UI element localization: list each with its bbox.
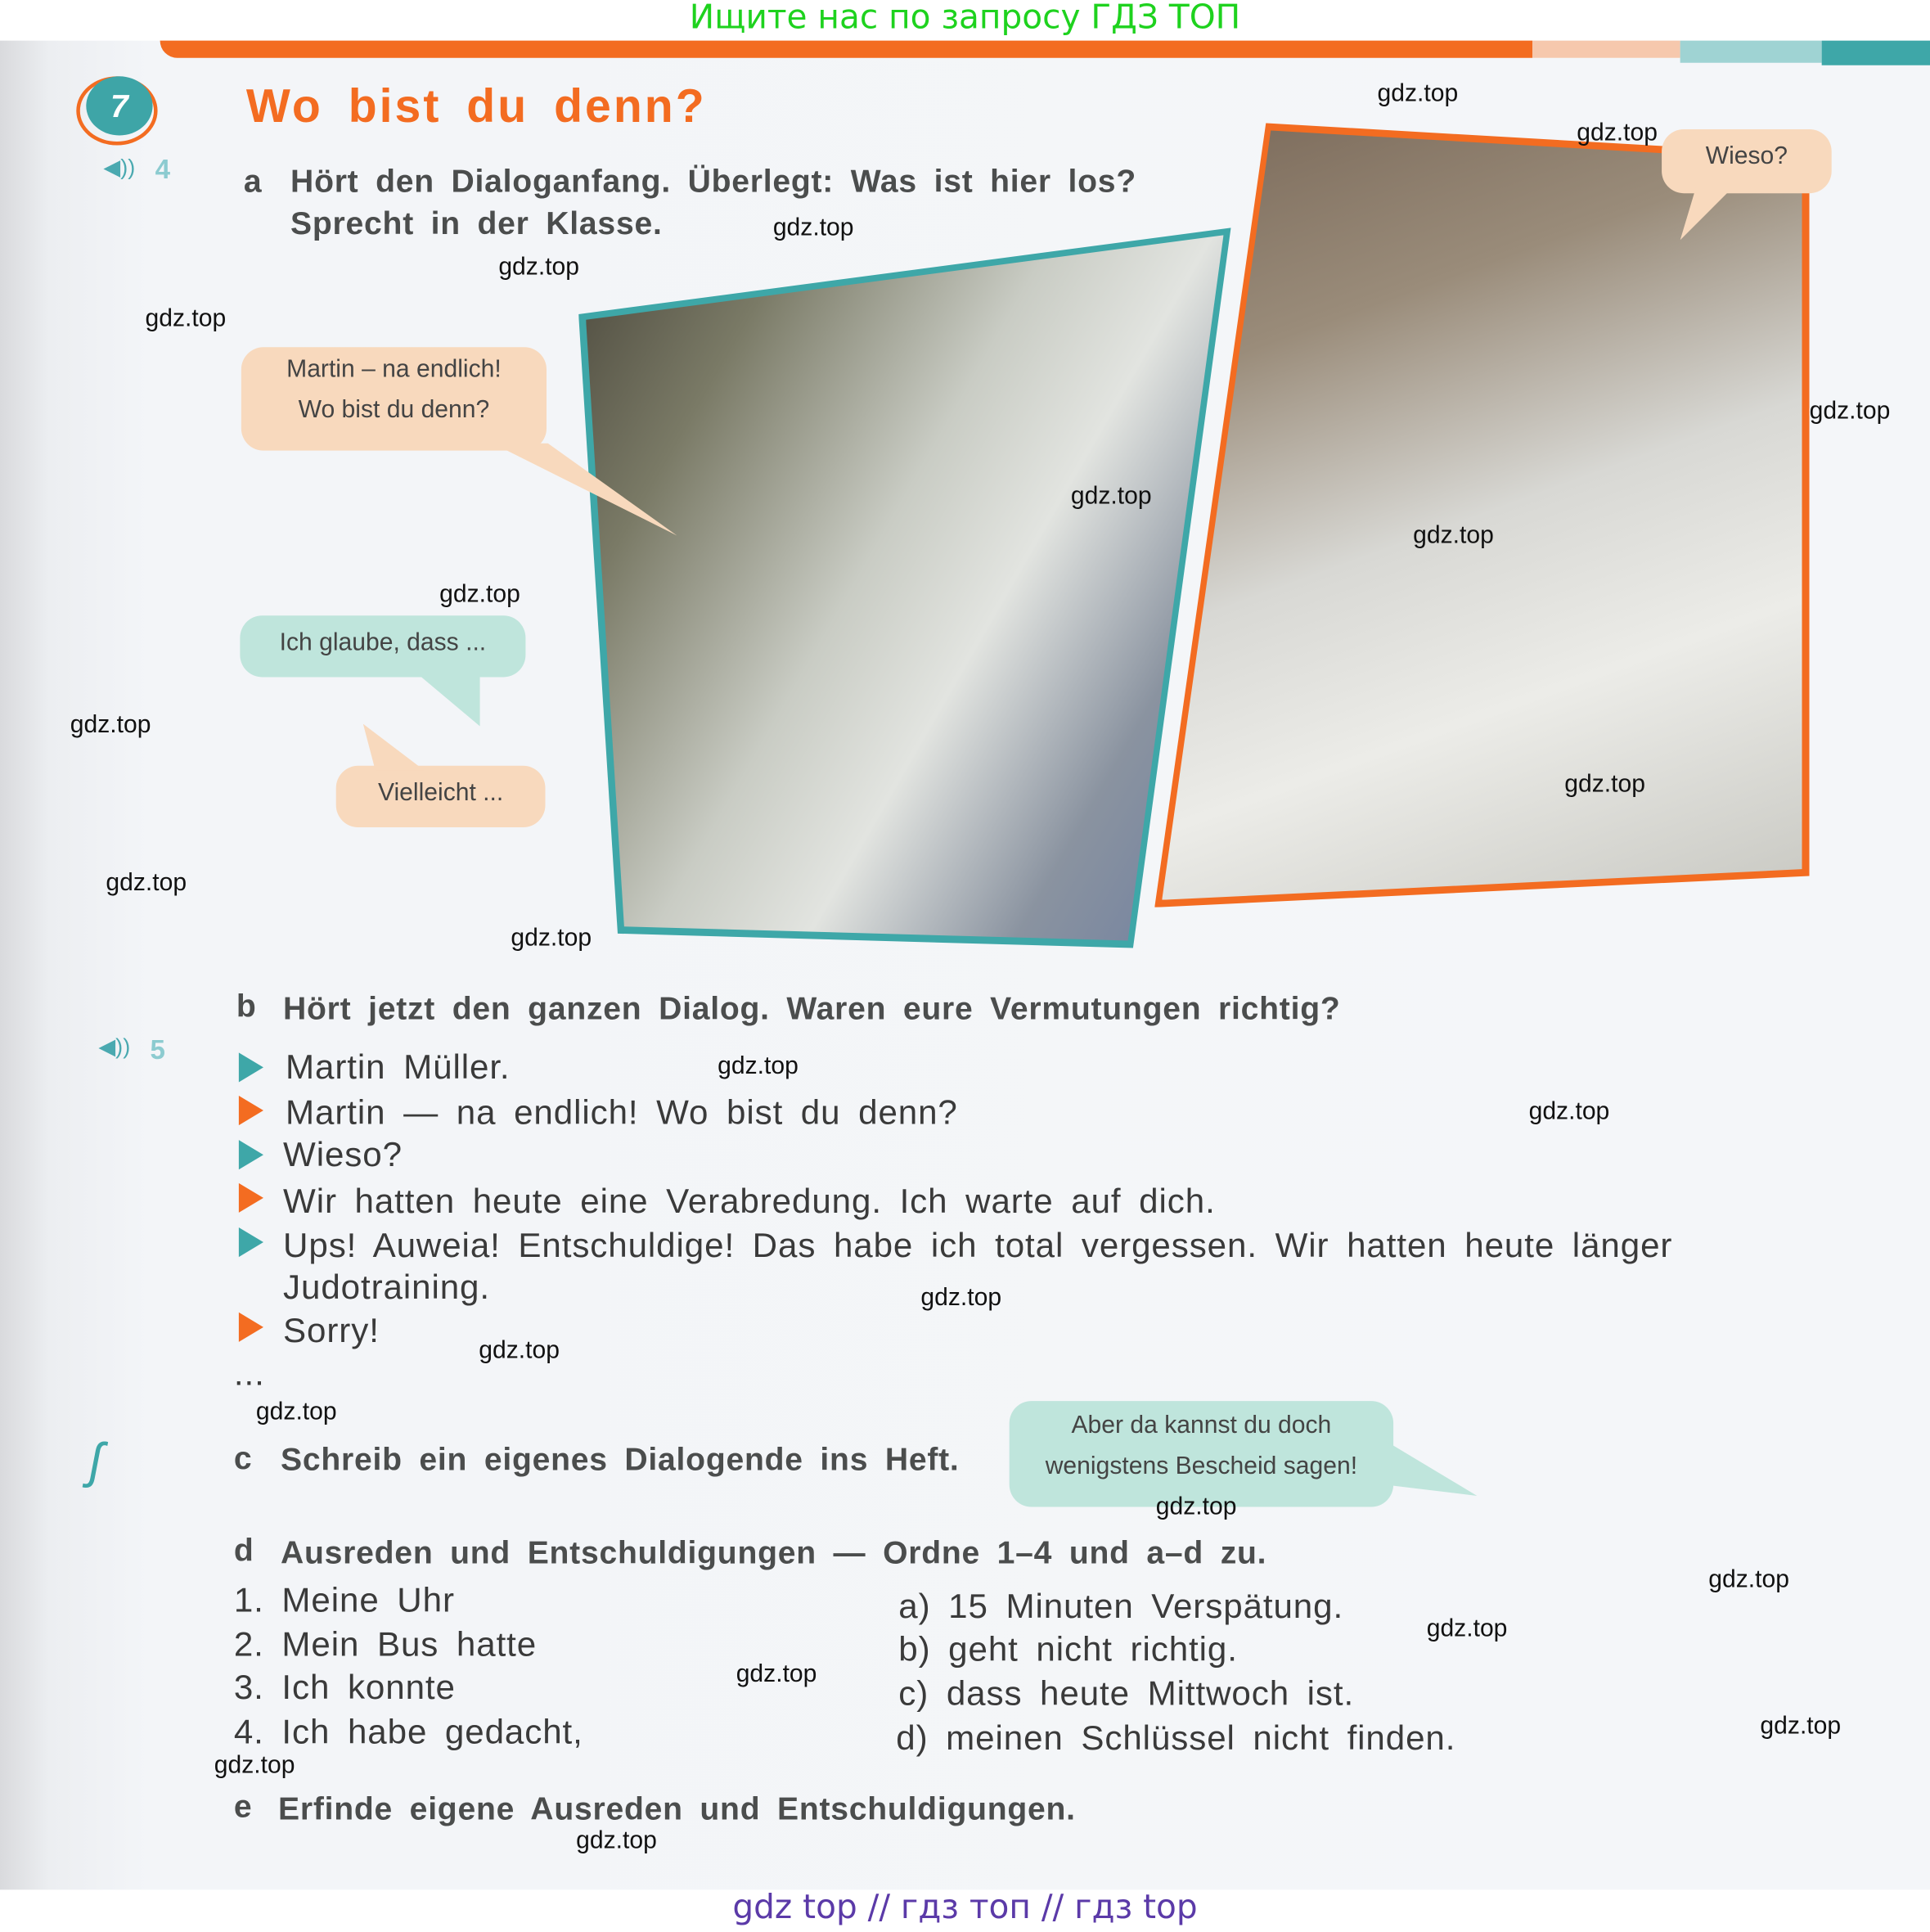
watermark: gdz.top [736,1660,817,1688]
watermark: gdz.top [511,924,592,952]
match-right-item: c) dass heute Mittwoch ist. [898,1674,1355,1713]
speaker-marker-orange [239,1313,263,1342]
audio-icon[interactable]: ◀)) [98,1034,131,1059]
speech-bubble-boy: Wieso? [1662,129,1832,193]
section-c-letter: c [233,1439,253,1476]
dialog-ellipsis: ... [233,1353,265,1393]
lesson-number: 7 [86,76,152,135]
dialog-line: Judotraining. [283,1268,491,1307]
watermark: gdz.top [1760,1712,1842,1740]
match-right-item: b) geht nicht richtig. [898,1629,1238,1669]
section-d-letter: d [233,1531,254,1569]
watermark: gdz.top [498,253,580,281]
watermark: gdz.top [1377,79,1459,107]
section-d-instruction: Ausreden und Entschuldigungen — Ordne 1–4 und a–d zu. [281,1533,1267,1571]
photo-girl-on-phone [586,235,1223,940]
audio-icon[interactable]: ◀)) [103,155,136,180]
lesson-title: Wo bist du denn? [245,81,707,133]
section-c-instruction: Schreib ein eigenes Dialogende ins Heft. [281,1440,960,1478]
speech-bubble-guess: Ich glaube, dass ... [240,615,525,677]
watermark: gdz.top [1809,397,1891,426]
photo-boy-on-phone [1162,130,1802,899]
watermark: gdz.top [439,581,520,609]
watermark: gdz.top [772,214,854,241]
speaker-marker-teal [239,1052,263,1082]
dialog-line: Wir hatten heute eine Verabredung. Ich warte auf dich. [283,1182,1216,1220]
watermark: gdz.top [1577,119,1658,147]
top-banner: Ищите нас по запросу ГДЗ ТОП [0,0,1930,41]
section-a-letter: a [243,162,263,200]
watermark: gdz.top [255,1398,337,1426]
speech-bubble-excuse [1010,1401,1393,1506]
header-bar-teal [1822,41,1930,65]
section-a-line2: Sprecht in der Klasse. [290,204,663,241]
watermark: gdz.top [145,305,227,333]
audio-track-number: 4 [155,154,170,185]
speech-bubble-maybe: Vielleicht ... [336,766,546,827]
watermark: gdz.top [576,1826,657,1854]
dialog-line: Martin Müller. [286,1047,511,1086]
speaker-marker-teal [239,1227,263,1257]
match-left-item: 4. Ich habe gedacht, [233,1712,583,1751]
section-e-instruction: Erfinde eigene Ausreden und Entschuldigungen. [278,1790,1076,1827]
header-bar-peach [1532,41,1680,58]
bottom-banner: gdz top // гдз топ // гдз top [0,1889,1930,1931]
watermark: gdz.top [106,869,187,897]
dialog-line: Wieso? [283,1135,403,1173]
watermark: gdz.top [1426,1615,1508,1643]
watermark: gdz.top [1564,770,1645,798]
watermark: gdz.top [214,1751,295,1780]
pen-write-icon: ʃ [88,1434,103,1488]
match-left-item: 2. Mein Bus hatte [233,1624,538,1664]
match-left-item: 3. Ich konnte [233,1668,456,1707]
match-right-item: a) 15 Minuten Verspätung. [898,1587,1344,1625]
header-bar-light-teal [1680,41,1822,63]
watermark: gdz.top [1413,521,1494,550]
header-bar-orange [160,41,1533,58]
watermark: gdz.top [1155,1493,1237,1521]
dialog-line: Martin — na endlich! Wo bist du denn? [286,1092,958,1132]
dialog-line: Sorry! [283,1311,380,1349]
watermark: gdz.top [1070,482,1152,510]
watermark: gdz.top [718,1052,799,1080]
audio-track-number: 5 [150,1034,165,1065]
speech-bubble-girl [241,347,547,450]
bubble-girl-line1: Martin – na endlich! [286,355,502,383]
section-a-line1: Hört den Dialoganfang. Überlegt: Was ist hier los? [290,162,1136,200]
match-right-item: d) meinen Schlüssel nicht finden. [896,1718,1456,1757]
watermark: gdz.top [920,1284,1002,1312]
dialog-line: Ups! Auweia! Entschuldige! Das habe ich total vergessen. Wir hatten heute länger [283,1226,1673,1265]
watermark: gdz.top [1528,1098,1610,1126]
bubble-excuse-line2: wenigstens Bescheid sagen! [1045,1452,1358,1480]
watermark: gdz.top [70,711,151,739]
speaker-marker-teal [239,1140,263,1169]
watermark: gdz.top [479,1336,560,1364]
watermark: gdz.top [1708,1565,1789,1593]
match-left-item: 1. Meine Uhr [233,1580,455,1619]
section-e-letter: e [233,1787,253,1825]
bubble-excuse-line1: Aber da kannst du doch [1071,1412,1332,1439]
section-b-letter: b [236,987,257,1025]
section-b-instruction: Hört jetzt den ganzen Dialog. Waren eure Vermutungen richtig? [283,989,1341,1027]
speaker-marker-orange [239,1183,263,1213]
bubble-girl-line2: Wo bist du denn? [298,396,490,424]
speaker-marker-orange [239,1096,263,1125]
